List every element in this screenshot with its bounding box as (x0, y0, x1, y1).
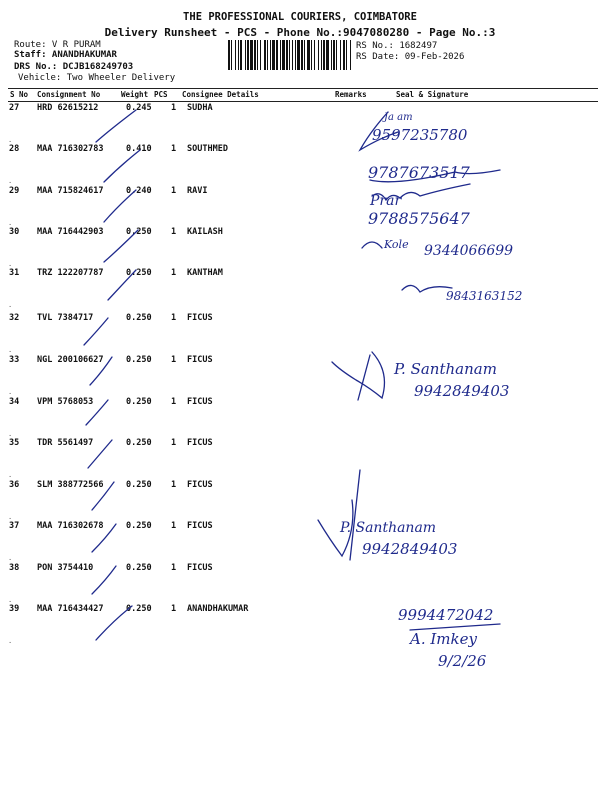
sig-29-name: Prar (370, 193, 402, 209)
row-pcs: 1 (171, 186, 177, 196)
table-row: 36 SLM 388772566 0.250 1 FICUS . (8, 480, 213, 521)
table-row: 33 NGL 200106627 0.250 1 FICUS . (8, 355, 213, 396)
row-consignee: SUDHA (187, 103, 213, 113)
row-pcs: 1 (171, 397, 177, 407)
row-consignment: MAA 716302678 (37, 521, 104, 531)
row-pcs: 1 (171, 268, 177, 278)
row-weight: 0.240 (126, 186, 152, 196)
row-sno: 36 (9, 480, 20, 490)
table-header (8, 88, 598, 102)
row-consignee: KANTHAM (187, 268, 223, 278)
barcode-icon (228, 40, 352, 70)
row-pcs: 1 (171, 103, 177, 113)
row-weight: 0.250 (126, 563, 152, 573)
sig-29-phone: 9788575647 (368, 209, 470, 228)
row-consignee: FICUS (187, 521, 213, 531)
row-weight: 0.250 (126, 397, 152, 407)
row-sno: 29 (9, 186, 20, 196)
rs-number: RS No.: 1682497 (356, 41, 438, 51)
row-consignee: SOUTHMED (187, 144, 228, 154)
row-sno: 30 (9, 227, 20, 237)
row-consignee: FICUS (187, 438, 213, 448)
col-pcs: PCS (154, 90, 168, 99)
row-consignment: MAA 716434427 (37, 604, 104, 614)
table-row: 32 TVL 7384717 0.250 1 FICUS . (8, 313, 213, 354)
row-consignee: RAVI (187, 186, 208, 196)
row-weight: 0.250 (126, 227, 152, 237)
table-row: 34 VPM 5768053 0.250 1 FICUS . (8, 397, 213, 438)
table-row: 27 HRD 62615212 0.245 1 SUDHA . (8, 103, 213, 144)
row-consignment: SLM 388772566 (37, 480, 104, 490)
row-weight: 0.250 (126, 521, 152, 531)
row-consignment: TDR 5561497 (37, 438, 94, 448)
row-consignee: FICUS (187, 355, 213, 365)
col-seal: Seal & Signature (396, 90, 469, 99)
row-sno: 37 (9, 521, 20, 531)
row-pcs: 1 (171, 313, 177, 323)
row-pcs: 1 (171, 604, 177, 614)
row-consignment: MAA 716302783 (37, 144, 104, 154)
row-consignee: FICUS (187, 397, 213, 407)
sig-33-name: P. Santhanam (394, 360, 497, 378)
row-weight: 0.250 (126, 438, 152, 448)
sig-39-date: 9/2/26 (438, 652, 487, 670)
row-consignee: ANANDHAKUMAR (187, 604, 249, 614)
drs-number: DRS No.: DCJB168249703 (14, 62, 134, 72)
row-weight: 0.410 (126, 144, 152, 154)
runsheet-title: Delivery Runsheet - PCS - Phone No.:9047080280 - Page No.:3 (104, 26, 496, 39)
col-remarks: Remarks (335, 90, 367, 99)
row-consignment: TRZ 122207787 (37, 268, 104, 278)
col-weight: Weight (121, 90, 149, 99)
sig-39-phone: 9994472042 (398, 606, 494, 624)
row-sno: 34 (9, 397, 20, 407)
company-name: THE PROFESSIONAL COURIERS, COIMBATORE (183, 11, 417, 23)
vehicle-label: Vehicle: Two Wheeler Delivery (18, 73, 176, 83)
sig-30-phone: 9344066699 (424, 243, 514, 259)
table-row: 35 TDR 5561497 0.250 1 FICUS . (8, 438, 213, 479)
sig-27-phone: 9597235780 (372, 126, 468, 144)
row-weight: 0.250 (126, 355, 152, 365)
row-pcs: 1 (171, 355, 177, 365)
row-pcs: 1 (171, 563, 177, 573)
row-sno: 27 (9, 103, 20, 113)
row-pcs: 1 (171, 480, 177, 490)
table-row: 37 MAA 716302678 0.250 1 FICUS . (8, 521, 213, 562)
table-row: 29 MAA 715824617 0.240 1 RAVI . (8, 186, 208, 227)
row-consignee: FICUS (187, 480, 213, 490)
row-sno: 38 (9, 563, 20, 573)
row-weight: 0.250 (126, 480, 152, 490)
sig-27-name: Ja am (384, 112, 413, 123)
row-sno: 28 (9, 144, 20, 154)
table-row: 30 MAA 716442903 0.250 1 KAILASH . (8, 227, 223, 268)
row-pcs: 1 (171, 521, 177, 531)
row-consignment: VPM 5768053 (37, 397, 94, 407)
row-consignment: MAA 715824617 (37, 186, 104, 196)
row-consignment: PON 3754410 (37, 563, 94, 573)
row-pcs: 1 (171, 144, 177, 154)
table-row: 39 MAA 716434427 0.250 1 ANANDHAKUMAR . (8, 604, 249, 645)
row-weight: 0.245 (126, 103, 152, 113)
col-sno: S No (10, 90, 29, 99)
sig-39-name: A. Imkey (410, 630, 477, 648)
route-label: Route: V R PURAM (14, 40, 101, 50)
col-consignment: Consignment No (37, 90, 101, 99)
row-consignment: TVL 7384717 (37, 313, 94, 323)
table-row: 38 PON 3754410 0.250 1 FICUS . (8, 563, 213, 604)
table-row: 28 MAA 716302783 0.410 1 SOUTHMED . (8, 144, 228, 185)
row-sno: 31 (9, 268, 20, 278)
sig-33-phone: 9942849403 (414, 382, 510, 400)
row-consignment: MAA 716442903 (37, 227, 104, 237)
row-weight: 0.250 (126, 268, 152, 278)
row-weight: 0.250 (126, 604, 152, 614)
row-sno: 39 (9, 604, 20, 614)
row-consignment: NGL 200106627 (37, 355, 104, 365)
table-row: 31 TRZ 122207787 0.250 1 KANTHAM . (8, 268, 223, 309)
staff-label: Staff: ANANDHAKUMAR (14, 50, 117, 60)
sig-37-phone: 9942849403 (362, 540, 458, 558)
sig-30-name: Kole (384, 238, 409, 251)
row-pcs: 1 (171, 227, 177, 237)
row-consignment: HRD 62615212 (37, 103, 99, 113)
sig-28-phone: 9787673517 (368, 163, 470, 182)
row-weight: 0.250 (126, 313, 152, 323)
row-consignee: FICUS (187, 313, 213, 323)
col-consignee: Consignee Details (182, 90, 259, 99)
row-consignee: KAILASH (187, 227, 223, 237)
row-sno: 33 (9, 355, 20, 365)
row-sno: 32 (9, 313, 20, 323)
row-pcs: 1 (171, 438, 177, 448)
sig-31-phone: 9843163152 (446, 289, 523, 303)
row-consignee: FICUS (187, 563, 213, 573)
sig-37-name: P. Santhanam (340, 520, 437, 536)
rs-date: RS Date: 09-Feb-2026 (356, 52, 465, 62)
row-sno: 35 (9, 438, 20, 448)
